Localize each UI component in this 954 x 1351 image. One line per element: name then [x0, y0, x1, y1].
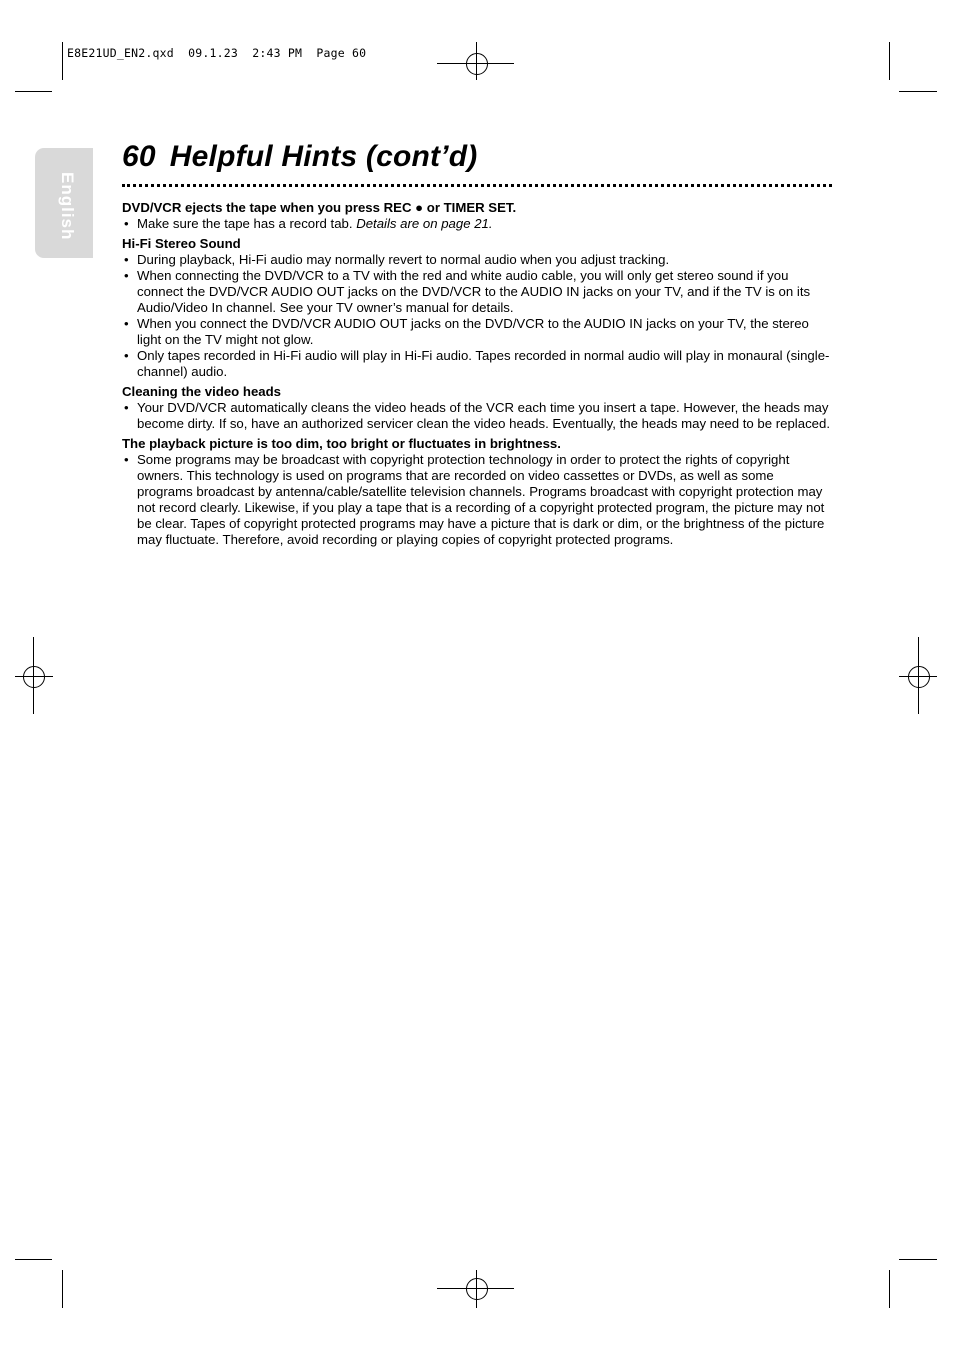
bullet-list	[122, 400, 830, 432]
section-playback-brightness	[122, 436, 830, 548]
language-tab	[35, 148, 93, 258]
section-cleaning-heads	[122, 384, 830, 432]
registration-mark-circle	[466, 53, 488, 75]
crop-mark	[889, 1270, 890, 1308]
crop-mark	[899, 91, 937, 92]
crop-mark	[15, 91, 52, 92]
bullet-list	[122, 452, 830, 548]
crop-mark	[15, 1259, 52, 1260]
page-title	[122, 140, 477, 174]
language-tab-label: English	[58, 172, 77, 241]
list-item: • When you connect the DVD/VCR AUDIO OUT jacks on the DVD/VCR to the AUDIO IN jacks on your TV, the stereo light on the TV might not glow.	[122, 316, 830, 348]
section-heading: Hi-Fi Stereo Sound	[122, 236, 241, 251]
hints-content	[122, 200, 830, 552]
dotted-divider	[122, 184, 832, 187]
section-heading: DVD/VCR ejects the tape when you press REC ● or TIMER SET.	[122, 200, 517, 215]
crop-mark	[62, 42, 63, 80]
section-tape-ejects	[122, 200, 830, 232]
section-heading: Cleaning the video heads	[122, 384, 282, 399]
section-heading: The playback picture is too dim, too bright or fluctuates in brightness.	[122, 436, 561, 451]
list-item: • Only tapes recorded in Hi-Fi audio will play in Hi-Fi audio. Tapes recorded in normal audio will play in monaural (single-channel) audio.	[122, 348, 830, 380]
crop-mark	[62, 1270, 63, 1308]
page-number: 60	[122, 140, 156, 173]
crop-mark	[889, 42, 890, 80]
bullet-list	[122, 252, 830, 380]
section-hifi-stereo	[122, 236, 830, 380]
list-item: • Make sure the tape has a record tab. Details are on page 21.	[122, 216, 830, 232]
crop-mark	[899, 1259, 937, 1260]
registration-mark-circle	[23, 666, 45, 688]
page-reference: Details are on page 21.	[356, 216, 493, 231]
list-item: • When connecting the DVD/VCR to a TV with the red and white audio cable, you will only get stereo sound if you connect the DVD/VCR AUDIO OUT jacks on the DVD/VCR to the AUDIO IN jacks on your TV, and if the TV is on its Audio/Video In channel. See your TV owner’s manual for details.	[122, 268, 830, 316]
list-item: • Some programs may be broadcast with copyright protection technology in order to protect the rights of copyright owners. This technology is used on programs that are recorded on video cassettes or DVDs, as well as some programs broadcast by antenna/cable/satellite television channels. Programs broadcast with copyright protection may not record clearly. Likewise, if you play a tape that is a recording of a copyright protected program, the picture may not be clear. Tapes of copyright protected programs may have a picture that is dark or dim, or the brightness of the picture may fluctuate. Therefore, avoid recording or playing copies of copyright protected programs.	[122, 452, 830, 548]
page-title-text: Helpful Hints (cont’d)	[169, 140, 478, 173]
bullet-list	[122, 216, 830, 232]
registration-mark-circle	[908, 666, 930, 688]
list-item: • Your DVD/VCR automatically cleans the video heads of the VCR each time you insert a tape. However, the heads may become dirty. If so, have an authorized servicer clean the video heads. Eventually, the heads may need to be replaced.	[122, 400, 830, 432]
registration-mark-circle	[466, 1278, 488, 1300]
list-item: • During playback, Hi-Fi audio may normally revert to normal audio when you adjust tracking.	[122, 252, 830, 268]
print-slug-line: E8E21UD_EN2.qxd 09.1.23 2:43 PM Page 60	[67, 46, 367, 60]
